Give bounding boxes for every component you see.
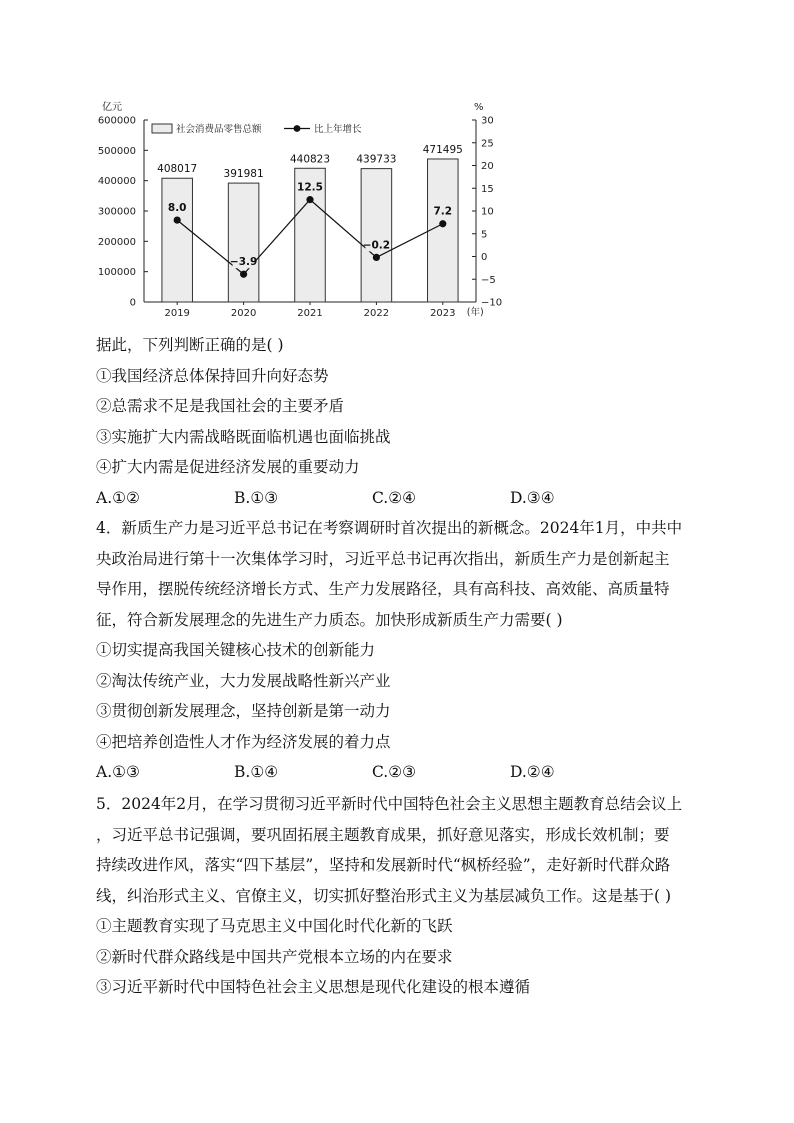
question-3-block [96,330,698,513]
bar [162,178,193,302]
left-tick-label: 200000 [97,236,136,248]
question-5-block [96,789,698,1003]
question-3-choice-a: A.①② [96,488,140,507]
question-5-line-4: 线，纠治形式主义、官僚主义，切实抓好整治形式主义为基层减负工作。这是基于( ) [96,886,672,905]
right-axis-unit: % [474,102,484,113]
bar-value-label: 440823 [289,153,331,166]
question-4-block [96,513,698,788]
legend-line-marker [294,125,301,132]
x-tick-label: 2020 [230,308,257,319]
growth-value-label: 12.5 [297,181,323,194]
bar-value-label: 391981 [223,168,264,181]
question-5-option-2: ②新时代群众路线是中国共产党根本立场的内在要求 [96,947,453,966]
left-tick-label: 400000 [97,176,136,188]
legend-bar-swatch [152,124,172,133]
growth-value-label: −0.2 [362,239,391,252]
x-tick-label: 2023 [430,308,456,319]
question-4-choice-b: B.①④ [234,763,279,781]
question-4-option-2: ②淘汰传统产业，大力发展战略性新兴产业 [96,671,391,690]
retail-sales-chart [96,98,502,324]
x-tick-label: 2021 [297,308,323,319]
legend-line-label: 比上年增长 [314,124,362,135]
right-tick-label: 10 [481,206,494,218]
question-4-choice-c: C.②③ [372,763,417,781]
bar [361,169,392,302]
question-5-option-3: ③习近平新时代中国特色社会主义思想是现代化建设的根本遵循 [96,978,531,996]
right-tick-label: −5 [481,274,496,286]
left-axis-unit: 亿元 [102,102,122,113]
question-4-option-4: ④把培养创造性人才作为经济发展的着力点 [96,732,391,751]
left-tick-label: 300000 [97,206,136,218]
question-4-option-3: ③贯彻创新发展理念，坚持创新是第一动力 [96,702,391,720]
right-tick-label: 30 [481,115,494,127]
x-axis-unit: (年) [466,307,484,318]
bar-value-label: 408017 [157,163,198,176]
x-tick-label: 2022 [363,308,390,319]
bar [428,159,459,302]
question-5-option-1: ①主题教育实现了马克思主义中国化时代化新的飞跃 [96,917,453,935]
question-4-choice-d: D.②④ [510,763,555,781]
bar-value-label: 439733 [356,153,397,166]
question-3-choice-c: C.②④ [372,488,417,507]
question-4-choices [96,757,698,788]
growth-point [174,217,181,224]
growth-point [439,220,446,227]
question-5-line-1: 5．2024年2月，在学习贯彻习近平新时代中国特色社会主义思想主题教育总结会议上 [96,795,683,813]
question-4-line-3: 导作用，摆脱传统经济增长方式、生产力发展路径，具有高科技、高效能、高质量特 [96,580,670,598]
question-3-option-1: ①我国经济总体保持回升向好态势 [96,366,329,385]
growth-point [240,271,247,278]
question-3-choices [96,483,698,514]
question-4-line-1: 4．新质生产力是习近平总书记在考察调研时首次提出的新概念。2024年1月，中共中 [96,519,683,537]
right-tick-label: 5 [481,229,488,241]
left-tick-label: 100000 [97,267,136,279]
right-tick-label: 0 [481,252,488,263]
question-3-option-4: ④扩大内需是促进经济发展的重要动力 [96,458,360,476]
right-tick-label: 20 [481,161,494,172]
bar [228,183,259,302]
question-4-choice-a: A.①③ [96,763,140,781]
left-tick-label: 0 [129,297,136,309]
growth-value-label: −3.9 [229,256,258,269]
x-tick-label: 2019 [164,308,190,319]
growth-value-label: 8.0 [167,202,187,215]
legend-bar-label: 社会消费品零售总额 [176,124,262,135]
right-tick-label: −10 [481,297,502,309]
question-3-choice-d: D.③④ [510,488,555,507]
question-3-option-3: ③实施扩大内需战略既面临机遇也面临挑战 [96,427,391,446]
question-4-option-1: ①切实提高我国关键核心技术的创新能力 [96,641,376,659]
question-3-choice-b: B.①③ [234,488,279,507]
right-tick-label: 15 [481,183,494,195]
question-5-line-2: ，习近平总书记强调，要巩固拓展主题教育成果，抓好意见落实，形成长效机制；要 [96,825,670,844]
question-4-line-4: 征，符合新发展理念的先进生产力质态。加快形成新质生产力需要( ) [96,610,563,629]
bar-value-label: 471495 [422,143,463,156]
left-tick-label: 600000 [97,115,136,127]
question-3-option-2: ②总需求不足是我国社会的主要矛盾 [96,397,345,415]
growth-point [306,196,313,203]
growth-value-label: 7.2 [433,205,453,218]
chart-figure [96,98,502,324]
question-4-line-2: 央政治局进行第十一次集体学习时，习近平总书记再次指出，新质生产力是创新起主 [96,549,670,568]
left-tick-label: 500000 [97,145,136,157]
right-tick-label: 25 [481,138,494,150]
growth-point [373,254,380,261]
question-3-stem: 据此，下列判断正确的是( ) [96,336,284,354]
question-5-line-3: 持续改进作风，落实“四下基层”，坚持和发展新时代“枫桥经验”，走好新时代群众路 [96,856,671,874]
